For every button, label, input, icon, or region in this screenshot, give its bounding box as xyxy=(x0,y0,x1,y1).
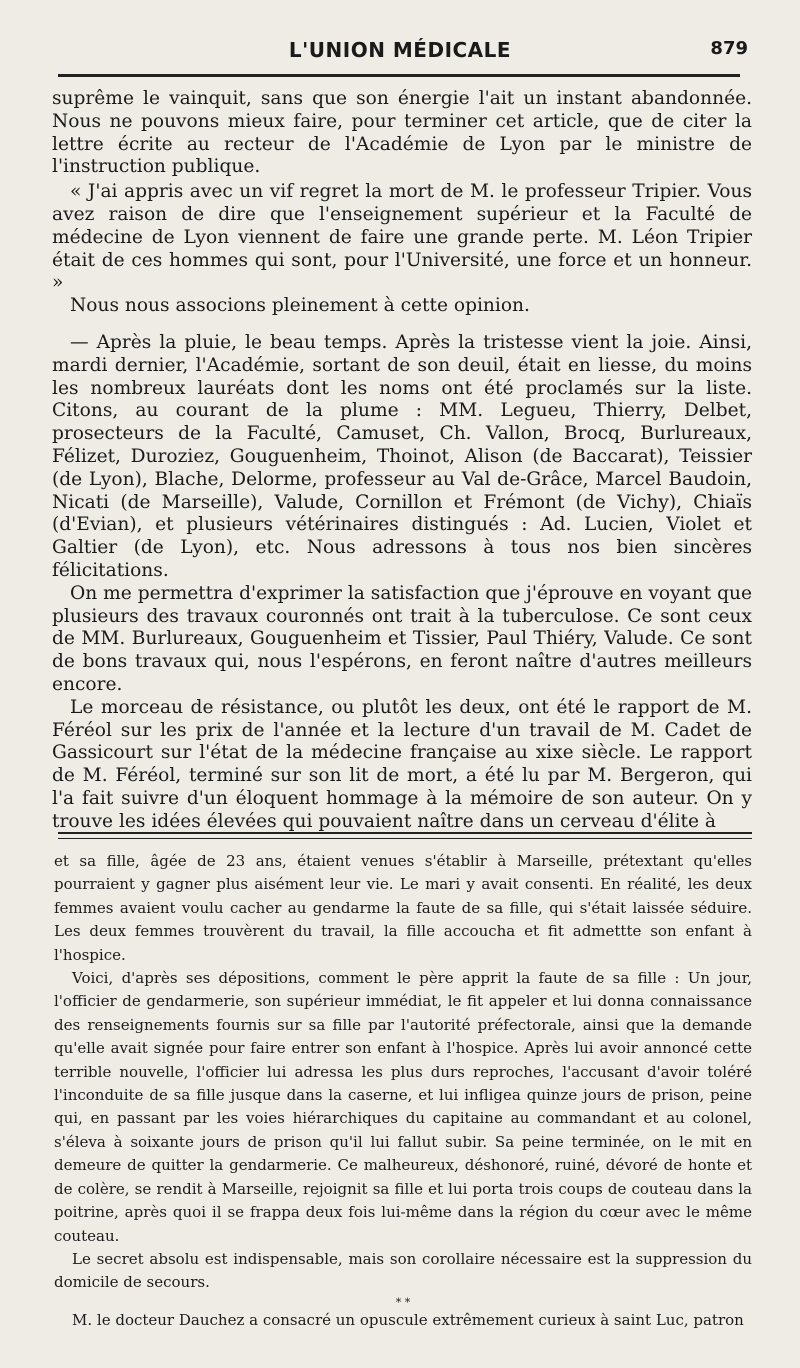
footnote-rule-thin xyxy=(58,838,752,839)
footnote-paragraph: M. le docteur Dauchez a consacré un opuscule extrêmement curieux à saint Luc, patron xyxy=(72,1310,744,1329)
header-rule xyxy=(58,74,740,77)
section-separator: * * xyxy=(395,1295,411,1309)
paragraph: — Après la pluie, le beau temps. Après la tristesse vient la joie. Ainsi, mardi dernier, l'Académie, sortant de son deuil, était en liesse, du moins les nombreux lauréats dont les noms ont été proclamés sur la liste. Citons, au courant de la plume : MM. Legueu, Thierry, Delbet, prosecteurs de la Faculté, Camuset, Ch. Vallon, Brocq, Burlureaux, Félizet, Duroziez, Gouguenheim, Thoinot, Alison (de Baccarat), Teissier (de Lyon), Blache, Delorme, professeur au Val de-Grâce, Marcel Baudoin, Nicati (de Marseille), Valude, Cornillon et Frémont (de Vichy), Chiaïs (d'Evian), et plusieurs vétérinaires distingués : Ad. Lucien, Violet et Galtier (de Lyon), etc. Nous adressons à tous nos bien sincères félicitations. xyxy=(52,331,752,581)
footnote-paragraph: et sa fille, âgée de 23 ans, étaient venues s'établir à Marseille, prétextant qu'elles pourraient y gagner plus aisément leur vie. Le mari y avait consenti. En réalité, les deux femmes avaient voulu cacher au gendarme la faute de sa fille, qui s'était laissée séduire. Les deux femmes trouvèrent du travail, la fille accoucha et fit admettte son enfant à l'hospice. xyxy=(54,852,752,964)
paragraph: On me permettra d'exprimer la satisfaction que j'éprouve en voyant que plusieurs des travaux couronnés ont trait à la tuberculose. Ce sont ceux de MM. Burlureaux, Gouguenheim et Tissier, Paul Thiéry, Valude. Ce sont de bons travaux qui, nous l'espérons, en feront naître d'autres meilleurs encore. xyxy=(52,582,752,695)
paragraph: Nous nous associons pleinement à cette opinion. xyxy=(70,295,530,317)
paragraph: suprême le vainquit, sans que son énergie l'ait un instant abandonnée. Nous ne pouvons mieux faire, pour terminer cet article, que de citer la lettre écrite au recteur de l'Académie de Lyon par le ministre de l'instruction publique. xyxy=(52,88,752,178)
footnote-rule xyxy=(58,832,752,834)
footnote-text xyxy=(54,850,752,1331)
journal-title: L'UNION MÉDICALE xyxy=(288,38,512,62)
page-header xyxy=(52,38,748,74)
footnote-paragraph: Voici, d'après ses dépositions, comment le père apprit la faute de sa fille : Un jour, l'officier de gendarmerie, son supérieur immédiat, le fit appeler et lui donna connaissance des renseignements fournis sur sa fille par l'autorité préfectorale, ainsi que la demande qu'elle avait signée pour faire entrer son enfant à l'hospice. Après lui avoir annoncé cette terrible nouvelle, l'officier lui adressa les plus durs reproches, l'accusant d'avoir toléré l'inconduite de sa fille jusque dans la caserne, et lui infligea quinze jours de prison, peine qui, en passant par les voies hiérarchiques du capitaine au commandant et au colonel, s'éleva à soixante jours de prison qu'il lui fallut subir. Sa peine terminée, on le mit en demeure de quitter la gendarmerie. Ce malheureux, déshonoré, ruiné, dévoré de honte et de colère, se rendit à Marseille, rejoignit sa fille et lui porta trois coups de couteau dans la poitrine, après quoi il se frappa deux fois lui-même dans la région du cœur avec le même couteau. xyxy=(54,969,752,1245)
main-text xyxy=(52,88,752,834)
page-number: 879 xyxy=(710,38,748,59)
paragraph-quote: « J'ai appris avec un vif regret la mort de M. le professeur Tripier. Vous avez raison de dire que l'enseignement supérieur et la Faculté de médecine de Lyon viennent de faire une grande perte. M. Léon Tripier était de ces hommes qui sont, pour l'Université, une force et un honneur. » xyxy=(52,181,752,294)
footnote-paragraph: Le secret absolu est indispensable, mais son corollaire nécessaire est la suppression du domicile de secours. xyxy=(54,1249,752,1292)
paragraph: Le morceau de résistance, ou plutôt les deux, ont été le rapport de M. Féréol sur les prix de l'année et la lecture d'un travail de M. Cadet de Gassicourt sur l'état de la médecine française au xixe siècle. Le rapport de M. Féréol, terminé sur son lit de mort, a été lu par M. Bergeron, qui l'a fait suivre d'un éloquent hommage à la mémoire de son auteur. On y trouve les idées élevées qui pouvaient naître dans un cerveau d'élite à xyxy=(52,696,752,832)
